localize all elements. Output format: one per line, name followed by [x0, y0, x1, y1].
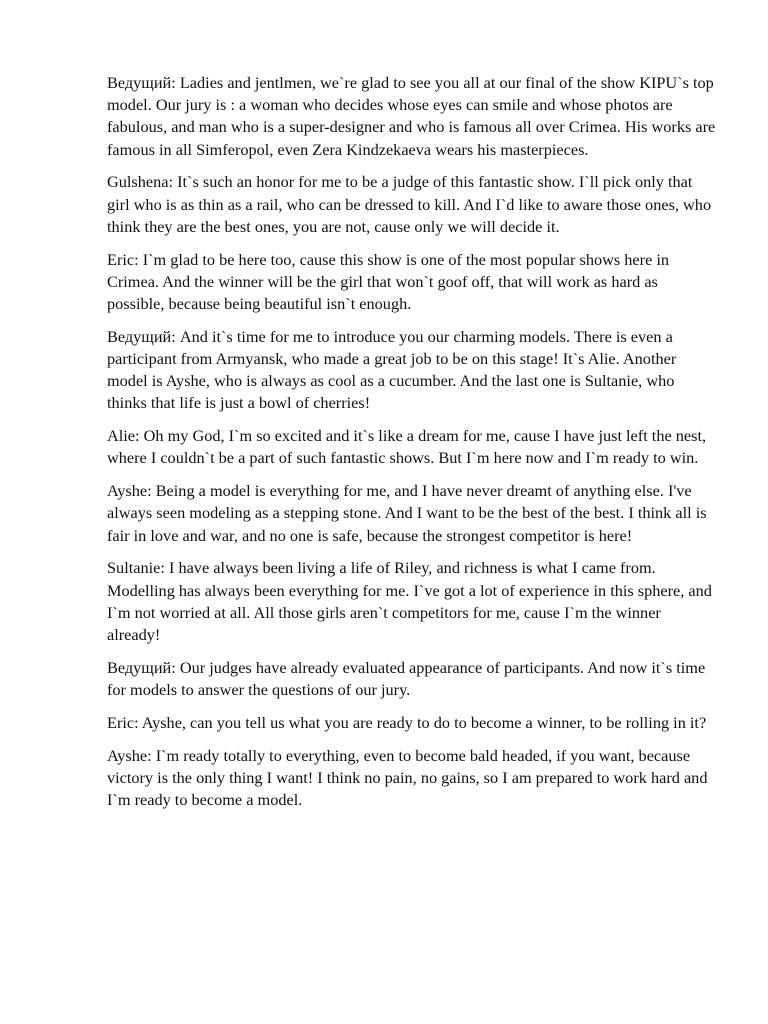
- paragraph-sultanie: Sultanie: I have always been living a life of Riley, and richness is what I came from. Modelling has always been everything for me. I`ve got a lot of experience in this sphere, and I`m not worried at all. All those girls aren`t competitors for me, cause I`m the winner already!: [107, 558, 712, 645]
- paragraph-alie: Alie: Oh my God, I`m so excited and it`s like a dream for me, cause I have just left the nest, where I couldn`t be a part of such fantastic shows. But I`m here now and I`m ready to win.: [107, 426, 707, 468]
- paragraph-host-models: Ведущий: And it`s time for me to introduce you our charming models. There is even a participant from Armyansk, who made a great job to be on this stage! It`s Alie. Another model is Ayshe, who is always as cool as a cucumber. And the last one is Sultanie, who thinks that life is just a bowl of cherries!: [107, 326, 677, 413]
- paragraph-host-questions: Ведущий: Our judges have already evaluated appearance of participants. And now it`s time for models to answer the questions of our jury.: [107, 657, 706, 700]
- paragraph-eric-question: Eric: Ayshe, can you tell us what you are ready to do to become a winner, to be rolling in it?: [107, 712, 707, 732]
- paragraph-eric: Eric: I`m glad to be here too, cause this show is one of the most popular shows here in Crimea. And the winner will be the girl that won`t goof off, that will work as hard as possible, because being beautiful isn`t enough.: [107, 249, 670, 314]
- paragraph-gulshena: Gulshena: It`s such an honor for me to be a judge of this fantastic show. I`ll pick only that girl who is as thin as a rail, who can be dressed to kill. And I`d like to aware those ones, who think they are the best ones, you are not, cause only we will decide it.: [107, 172, 712, 236]
- paragraph-ayshe-answer: Ayshe: I`m ready totally to everything, even to become bald headed, if you want, because victory is the only thing I want! I think no pain, no gains, so I am prepared to work hard and I`m ready to become a model.: [107, 745, 708, 810]
- paragraph-ayshe: Ayshe: Being a model is everything for me, and I have never dreamt of anything else. I've always seen modeling as a stepping stone. And I want to be the best of the best. I think all is fair in love and war, and no one is safe, because the strongest competitor is here!: [107, 481, 707, 545]
- paragraph-host-intro: Ведущий: Ladies and jentlmen, we`re glad to see you all at our final of the show KIPU`s top model. Our jury is : a woman who decides whose eyes can smile and whose photos are fabulous, and man who is a super-designer and who is famous all over Crimea. His works are famous in all Simferopol, even Zera Kindzekaeva wears his masterpieces.: [107, 73, 716, 159]
- document-page: [107, 72, 717, 822]
